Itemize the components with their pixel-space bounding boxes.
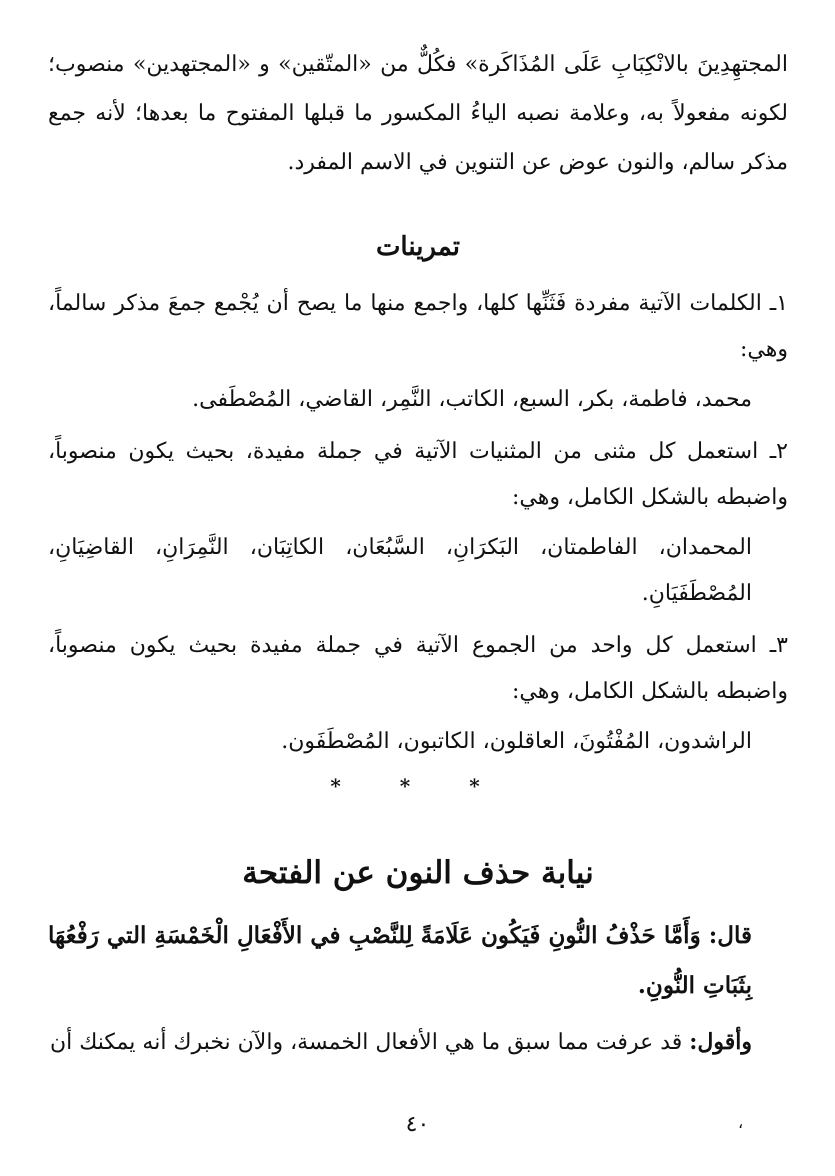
page-body [48, 40, 788, 1068]
commentary-text: قد عرفت مما سبق ما هي الأفعال الخمسة، والآن نخبرك أنه يمكنك أن [49, 1030, 683, 1055]
intro-paragraph: المجتهِدِينَ بالانْكِبَابِ عَلَى المُذَاكَرة» فكُلٌّ من «المتّقين» و «المجتهدين» منصوب؛ لكونه مفعولاً به، وعلامة نصبه الياءُ المكسور ما قبلها المفتوح ما بعدها؛ لأنه جمع مذكر سالم، والنون عوض عن التنوين في الاسم المفرد. [48, 52, 788, 175]
corner-mark: ، [738, 1113, 744, 1132]
quote-paragraph [48, 911, 788, 1011]
exercise-1-prompt: ١ـ الكلمات الآتية مفردة فَثَنِّها كلها، واجمع منها ما يصح أن يُجْمع جمعَ مذكر سالماً، وهي: [48, 291, 788, 362]
quote-lead: قال: [708, 922, 752, 949]
exercises-heading: تمرينات [375, 232, 461, 262]
section-heading: نيابة حذف النون عن الفتحة [242, 855, 594, 891]
exercise-3 [48, 623, 788, 765]
exercise-2-prompt: ٢ـ استعمل كل مثنى من المثنيات الآتية في جملة مفيدة، بحيث يكون منصوباً، واضبطه بالشكل الكامل، وهي: [48, 439, 788, 510]
commentary-lead: وأقول: [689, 1029, 752, 1055]
section-divider-stars: * * * [330, 774, 506, 798]
exercise-1 [48, 281, 788, 423]
page-number: ٤٠ [405, 1112, 430, 1137]
exercise-2-words: المحمدان، الفاطمتان، البَكرَانِ، السَّبُعَان، الكاتِبَان، النَّمِرَانِ، القاضِيَانِ، المُصْطَفَيَانِ. [48, 535, 752, 606]
quote-text: وَأَمَّا حَذْفُ النُّونِ فَيَكُون عَلَامَةً لِلنَّصْبِ في الأَفْعَالِ الْخَمْسَةِ التي رَفْعُهَا بِثَبَاتِ النُّونِ. [48, 922, 752, 999]
exercise-2 [48, 429, 788, 617]
exercise-3-prompt: ٣ـ استعمل كل واحد من الجموع الآتية في جملة مفيدة بحيث يكون منصوباً، واضبطه بالشكل الكامل، وهي: [48, 633, 788, 704]
exercise-1-words: محمد، فاطمة، بكر، السبع، الكاتب، النَّمِر، القاضي، المُصْطَفى. [192, 387, 752, 412]
commentary-paragraph [48, 1017, 788, 1068]
exercise-3-words: الراشدون، المُفْتُونَ، العاقلون، الكاتبون، المُصْطَفَون. [281, 729, 752, 754]
